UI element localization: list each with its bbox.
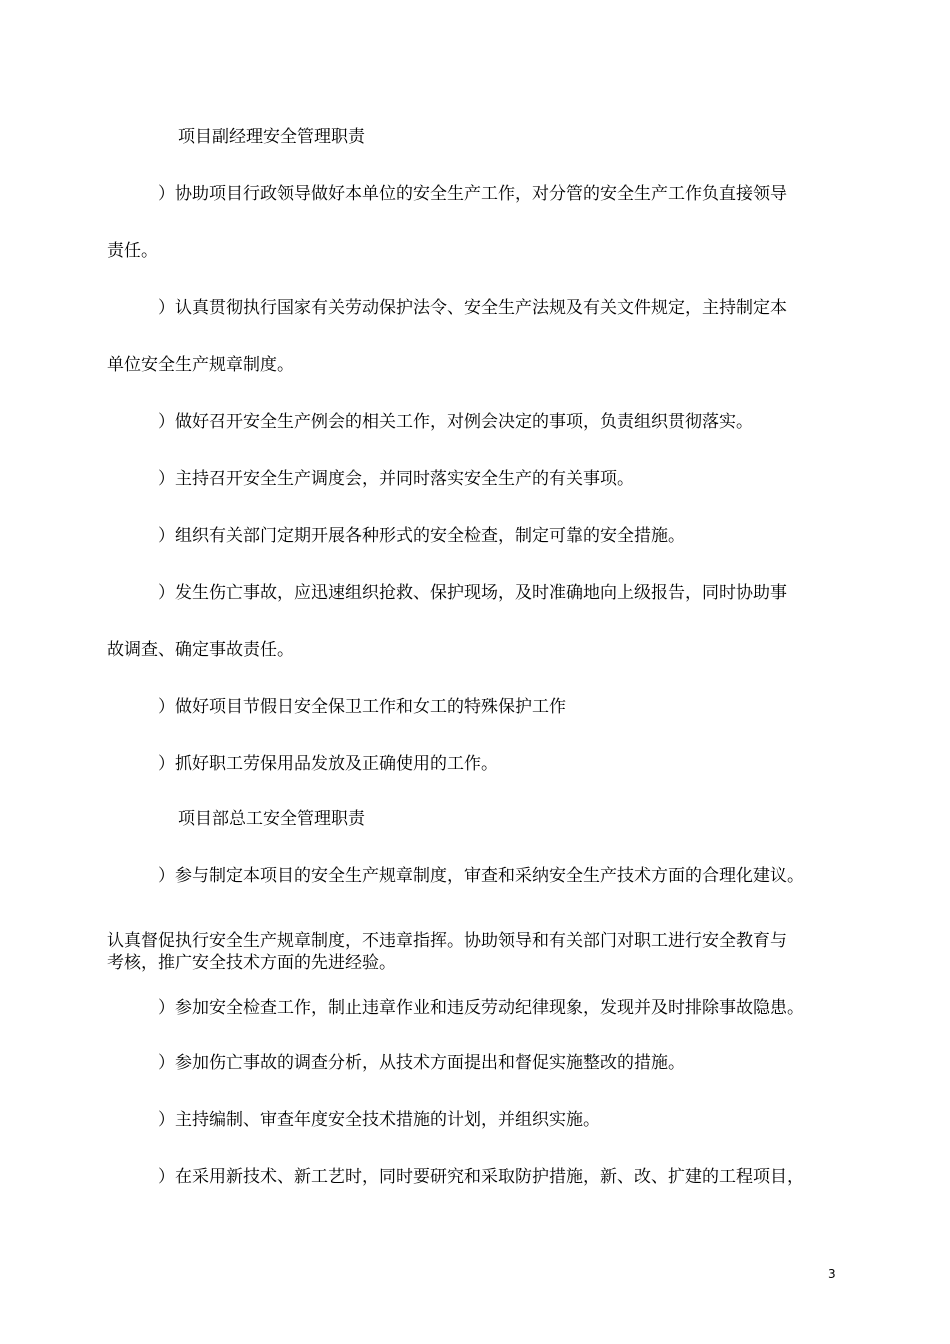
section-heading-chief-engineer: 项目部总工安全管理职责	[178, 809, 365, 829]
duty-item-7: ）做好项目节假日安全保卫工作和女工的特殊保护工作	[158, 697, 566, 717]
duty-item-4: ）主持召开安全生产调度会，并同时落实安全生产的有关事项。	[158, 469, 634, 489]
engineer-duty-item-2: 认真督促执行安全生产规章制度，不违章指挥。协助领导和有关部门对职工进行安全教育与	[107, 931, 787, 951]
engineer-duty-item-1: ）参与制定本项目的安全生产规章制度，审查和采纳安全生产技术方面的合理化建议。	[158, 866, 804, 886]
duty-item-1: ）协助项目行政领导做好本单位的安全生产工作，对分管的安全生产工作负直接领导	[158, 184, 787, 204]
duty-item-1-continued: 责任。	[107, 241, 158, 261]
duty-item-8: ）抓好职工劳保用品发放及正确使用的工作。	[158, 754, 498, 774]
duty-item-6: ）发生伤亡事故，应迅速组织抢救、保护现场，及时准确地向上级报告，同时协助事	[158, 583, 787, 603]
duty-item-2-continued: 单位安全生产规章制度。	[107, 355, 294, 375]
duty-item-3: ）做好召开安全生产例会的相关工作，对例会决定的事项，负责组织贯彻落实。	[158, 412, 753, 432]
engineer-duty-item-6: ）在采用新技术、新工艺时，同时要研究和采取防护措施，新、改、扩建的工程项目，	[158, 1167, 804, 1187]
engineer-duty-item-2-continued: 考核，推广安全技术方面的先进经验。	[107, 953, 396, 973]
duty-item-5: ）组织有关部门定期开展各种形式的安全检查，制定可靠的安全措施。	[158, 526, 685, 546]
engineer-duty-item-3: ）参加安全检查工作，制止违章作业和违反劳动纪律现象，发现并及时排除事故隐患。	[158, 998, 804, 1018]
engineer-duty-item-5: ）主持编制、审查年度安全技术措施的计划，并组织实施。	[158, 1110, 600, 1130]
section-heading-deputy-manager: 项目副经理安全管理职责	[178, 127, 365, 147]
page-number: 3	[828, 1267, 836, 1281]
engineer-duty-item-4: ）参加伤亡事故的调查分析，从技术方面提出和督促实施整改的措施。	[158, 1053, 685, 1073]
duty-item-6-continued: 故调查、确定事故责任。	[107, 640, 294, 660]
duty-item-2: ）认真贯彻执行国家有关劳动保护法令、安全生产法规及有关文件规定，主持制定本	[158, 298, 787, 318]
